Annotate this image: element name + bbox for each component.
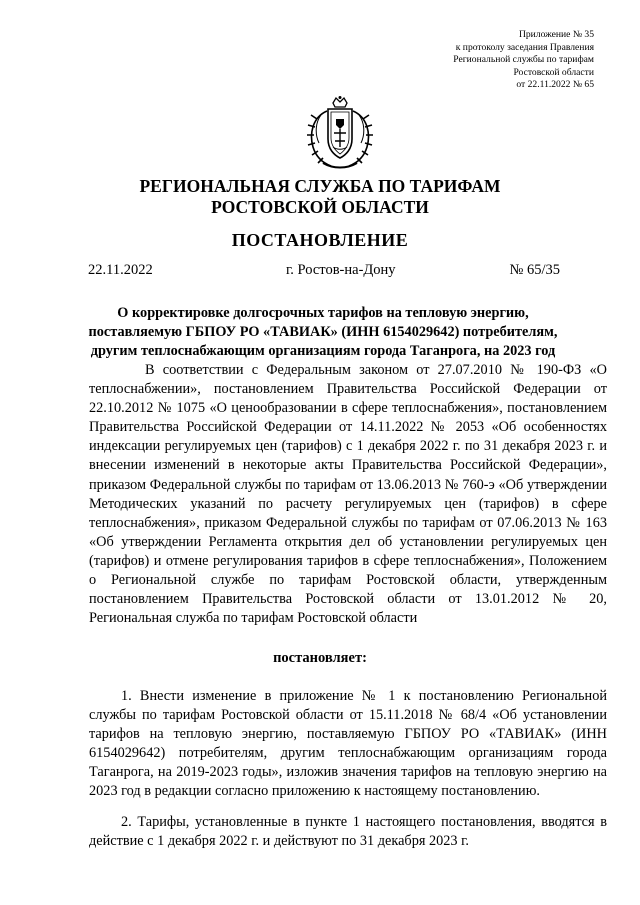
appendix-line: к протоколу заседания Правления	[455, 41, 594, 53]
organization-name	[0, 176, 640, 218]
coat-of-arms-icon	[303, 95, 377, 171]
appendix-line: Региональной службы по тарифам	[453, 54, 594, 66]
document-type: ПОСТАНОВЛЕНИЕ	[231, 230, 409, 250]
resolution-item-1: 1. Внести изменение в приложение № 1 к постановлению Региональной службы по тарифам Ростовской области от 15.11.2018 № 68/4 «Об установлении тарифов на тепловую энергию, поставляемую ГБПОУ РО «ТАВИАК» (ИНН 6154029642) потребителям, другим теплоснабжающим организациям города Таганрога, на 2019-2023 годы», изложив значения тарифов на тепловую энергию на 2023 год в редакции согласно приложению к настоящему постановлению.	[89, 688, 607, 800]
organization-line-2: РОСТОВСКОЙ ОБЛАСТИ	[211, 197, 429, 217]
appendix-line: Приложение № 35	[518, 29, 594, 40]
document-date: 22.11.2022	[88, 262, 153, 278]
resolves-heading: постановляет:	[273, 650, 367, 666]
appendix-line: от 22.11.2022 № 65	[516, 79, 594, 91]
appendix-note	[453, 29, 594, 92]
resolution-item-2: 2. Тарифы, установленные в пункте 1 настоящего постановления, вводятся в действие с 1 декабря 2022 г. и действуют по 31 декабря 2023 г.	[89, 814, 607, 850]
appendix-line: Ростовской области	[513, 66, 594, 78]
document-number: № 65/35	[509, 262, 560, 278]
document-subject: О корректировке долгосрочных тарифов на тепловую энергию, поставляемую ГБПОУ РО «ТАВИАК» (ИНН 6154029642) потребителям, другим теплоснабжающим организациям города Таганрога, на 2023 год	[88, 305, 558, 359]
preamble-paragraph: В соответствии с Федеральным законом от 27.07.2010 № 190-ФЗ «О теплоснабжении», постановлением Правительства Российской Федерации от 22.10.2012 № 1075 «О ценообразовании в сфере теплоснабжения», постановлением Правительства Российской Федерации от 14.11.2022 № 2053 «Об особенностях индексации регулируемых цен (тарифов) с 1 декабря 2022 г. по 31 декабря 2023 г. и внесении изменений в некоторые акты Правительства Российской Федерации», приказом Федеральной службы по тарифам от 13.06.2013 № 760-э «Об утверждении Методических указаний по расчету регулируемых цен (тарифов) в сфере теплоснабжения», приказом Федеральной службы по тарифам от 07.06.2013 № 163 «Об утверждении Регламента открытия дел об установлении регулируемых цен (тарифов) и отмене регулирования тарифов в сфере теплоснабжения», Положением о Региональной службе по тарифам Ростовской области, утвержденным постановлением Правительства Ростовской области от 13.01.2012 № 20, Региональная служба по тарифам Ростовской области	[89, 362, 607, 627]
organization-line-1: РЕГИОНАЛЬНАЯ СЛУЖБА ПО ТАРИФАМ	[139, 176, 501, 196]
document-city: г. Ростов-на-Дону	[286, 262, 396, 278]
